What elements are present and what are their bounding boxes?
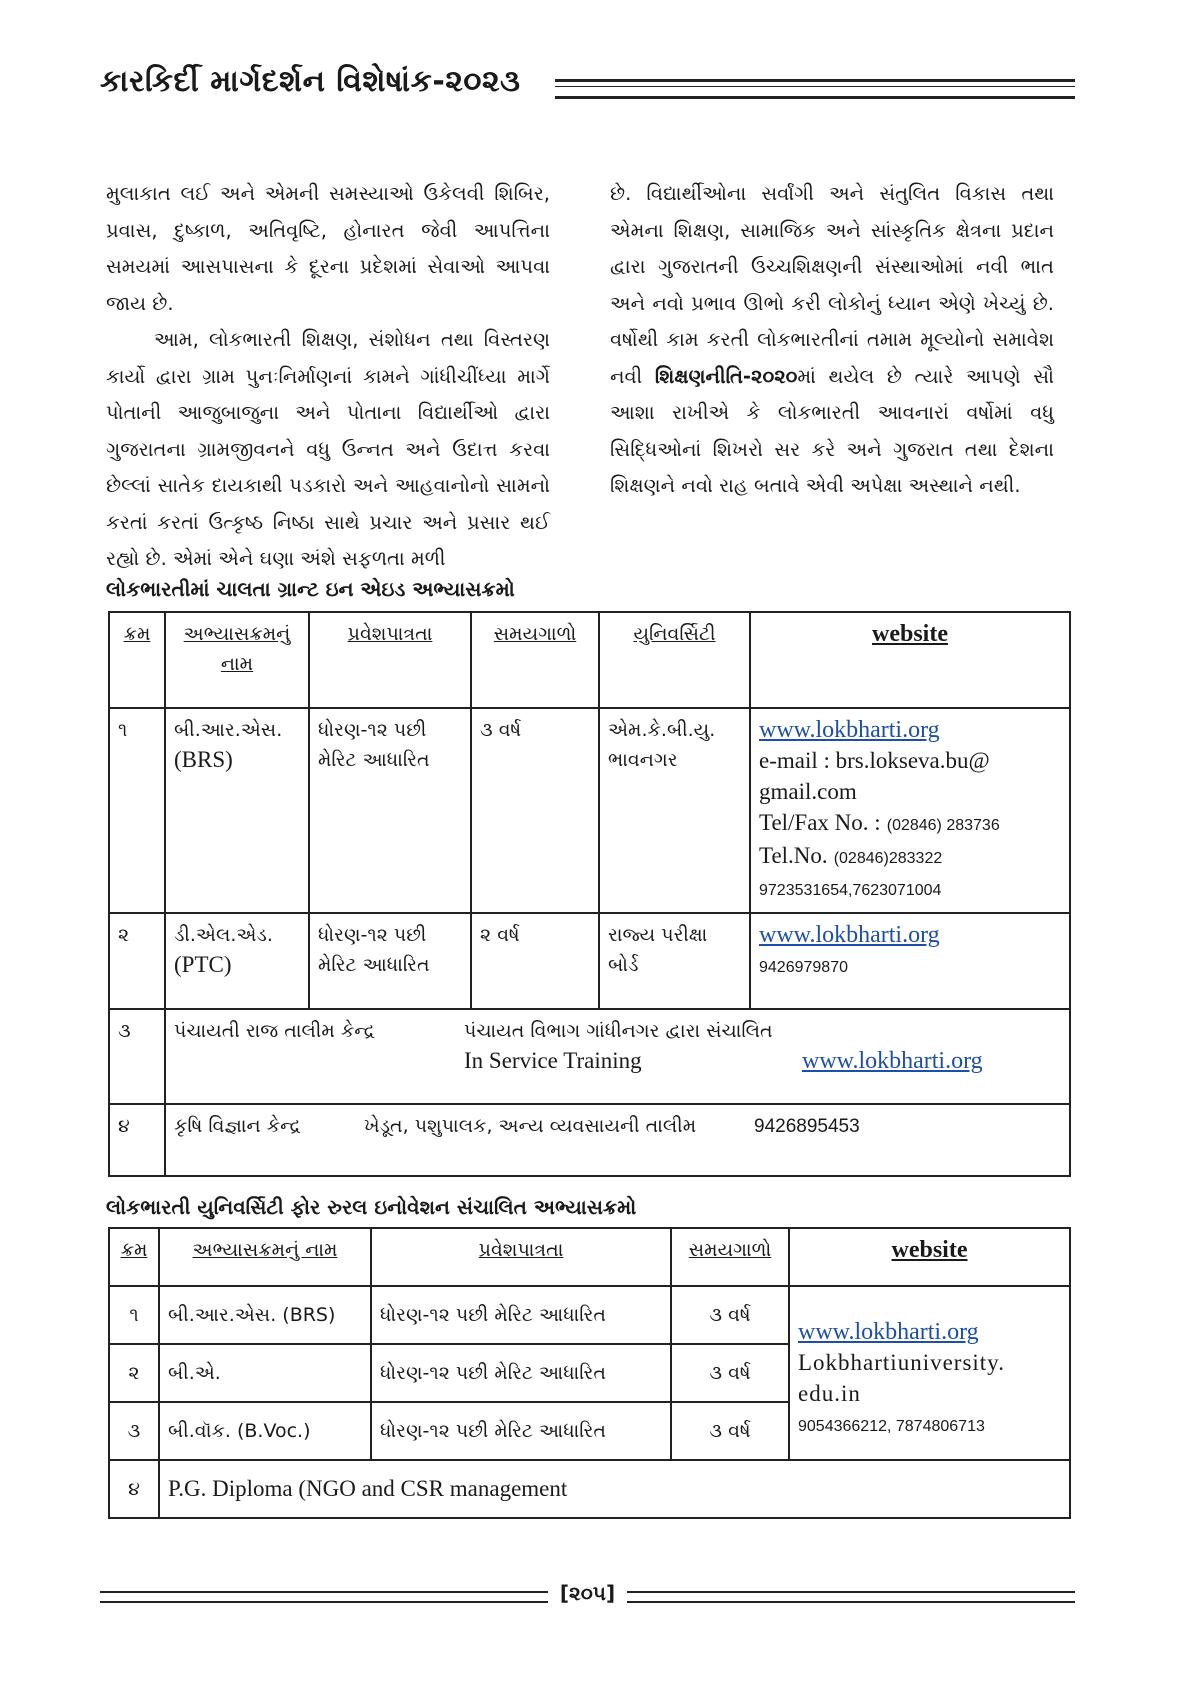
table-header-row bbox=[109, 612, 1070, 708]
col-header-eligibility: પ્રવેશપાત્રતા bbox=[371, 1228, 671, 1286]
tel-number: (02846)283322 bbox=[833, 850, 943, 867]
cell-name: બી.આર.એસ. (BRS) bbox=[159, 1286, 371, 1344]
tel-fax-label: Tel/Fax No. : bbox=[759, 810, 881, 835]
col-header-university: યુનિવર્સિટી bbox=[599, 612, 750, 708]
table1-title: લોકભારતીમાં ચાલતા ગ્રાન્ટ ઇન એઇડ અભ્યાસક્રમો bbox=[106, 577, 515, 601]
article-left-column bbox=[106, 176, 550, 578]
tel-fax-number: (02846) 283736 bbox=[886, 817, 1000, 834]
training-type: In Service Training bbox=[464, 1048, 642, 1073]
university-site: Lokbhartiuniversity. edu.in bbox=[798, 1350, 1005, 1406]
phone-numbers: 9054366212, 7874806713 bbox=[798, 1418, 985, 1435]
website-link[interactable]: www.lokbharti.org bbox=[798, 1319, 979, 1345]
cell-university: એમ.કે.બી.યુ. ભાવનગર bbox=[599, 708, 750, 913]
course-name: ડી.એલ.એડ. bbox=[174, 924, 273, 946]
page-footer bbox=[100, 1581, 1075, 1615]
cell-duration: ૩ વર્ષ bbox=[671, 1286, 789, 1344]
col-header-website: website bbox=[789, 1228, 1070, 1286]
cell-eligibility: ધોરણ-૧૨ પછી મેરિટ આધારિત bbox=[371, 1286, 671, 1344]
cell-name bbox=[165, 708, 309, 913]
cell-num: ૩ bbox=[109, 1402, 159, 1460]
cell-num: ૨ bbox=[109, 1344, 159, 1402]
cell-num: ૧ bbox=[109, 708, 165, 913]
mobile-numbers: 9723531654,7623071004 bbox=[759, 882, 942, 899]
col-header-name: અભ્યાસક્રમનું નામ bbox=[159, 1228, 371, 1286]
website-link[interactable]: www.lokbharti.org bbox=[759, 922, 940, 948]
cell-name: બી.એ. bbox=[159, 1344, 371, 1402]
article-paragraph bbox=[610, 176, 1054, 505]
col-header-eligibility: પ્રવેશપાત્રતા bbox=[309, 612, 471, 708]
cell-merged bbox=[165, 1009, 1070, 1104]
table-row bbox=[109, 1009, 1070, 1104]
cell-eligibility: ધોરણ-૧૨ પછી મેરિટ આધારિત bbox=[371, 1402, 671, 1460]
tel-label: Tel.No. bbox=[759, 843, 828, 868]
col-header-name: અભ્યાસક્રમનું નામ bbox=[165, 612, 309, 708]
cell-num: ૪ bbox=[109, 1104, 165, 1176]
article-text: છે. વિદ્યાર્થીઓના સર્વાંગી અને સંતુલિત વિકાસ તથા એમના શિક્ષણ, સામાજિક અને સાંસ્કૃતિક ક્ષેત્રના પ્રદાન દ્વારા ગુજરાતની ઉચ્ચશિક્ષણની સંસ્થાઓમાં નવી ભાત અને નવો પ્રભાવ ઊભો કરી લોકોનું ધ્યાન એણે ખેચ્યું છે. વર્ષોથી કામ કરતી લોકભારતીનાં તમામ મૂલ્યોનો સમાવેશ નવી bbox=[610, 182, 1054, 388]
table-row bbox=[109, 708, 1070, 913]
article-right-column bbox=[610, 176, 1054, 505]
cell-duration: ૩ વર્ષ bbox=[471, 708, 599, 913]
page-number: [૨૦૫] bbox=[559, 1581, 616, 1605]
center-desc: ખેડૂત, પશુપાલક, અન્ય વ્યવસાયની તાલીમ bbox=[364, 1115, 697, 1137]
cell-num: ૧ bbox=[109, 1286, 159, 1344]
course-name-en: (BRS) bbox=[174, 747, 233, 772]
col-header-duration: સમયગાળો bbox=[671, 1228, 789, 1286]
table-header-row bbox=[109, 1228, 1070, 1286]
footer-rule bbox=[627, 1591, 1075, 1603]
cell-eligibility: ધોરણ-૧૨ પછી મેરિટ આધારિત bbox=[309, 708, 471, 913]
course-name-en: (PTC) bbox=[174, 952, 232, 977]
table2-title: લોકભારતી યુનિવર્સિટી ફોર રુરલ ઇનોવેશન સંચાલિત અભ્યાસક્રમો bbox=[106, 1195, 637, 1219]
course-name: બી.આર.એસ. bbox=[174, 719, 283, 741]
cell-name bbox=[165, 913, 309, 1009]
center-name: કૃષિ વિજ્ઞાન કેન્દ્ર bbox=[174, 1115, 301, 1137]
mobile-number: 9426979870 bbox=[759, 959, 848, 976]
table-row bbox=[109, 1460, 1070, 1518]
grant-courses-table bbox=[108, 611, 1071, 1177]
table-row bbox=[109, 1104, 1070, 1176]
col-header-duration: સમયગાળો bbox=[471, 612, 599, 708]
table-row bbox=[109, 913, 1070, 1009]
cell-website bbox=[789, 1286, 1070, 1460]
website-link[interactable]: www.lokbharti.org bbox=[802, 1048, 983, 1074]
table-row bbox=[109, 1286, 1070, 1344]
cell-merged: P.G. Diploma (NGO and CSR management bbox=[159, 1460, 1070, 1518]
article-paragraph: મુલાકાત લઈ અને એમની સમસ્યાઓ ઉકેલવી શિબિર, પ્રવાસ, દુષ્કાળ, અતિવૃષ્ટિ, હોનારત જેવી આપત્તિના સમયમાં આસપાસના કે દૂરના પ્રદેશમાં સેવાઓ આપવા જાય છે. bbox=[106, 182, 550, 315]
university-courses-table bbox=[108, 1227, 1071, 1519]
article-paragraph: આમ, લોકભારતી શિક્ષણ, સંશોધન તથા વિસ્તરણ કાર્યો દ્વારા ગ્રામ પુનઃનિર્માણનાં કામને ગાંધીચીંધ્યા માર્ગે પોતાની આજુબાજુના અને પોતાના વિદ્યાર્થીઓ દ્વારા ગુજરાતના ગ્રામજીવનને વધુ ઉન્નત અને ઉદાત્ત કરવા છેલ્લાં સાતેક દાયકાથી પડકારો અને આહવાનોનો સામનો કરતાં કરતાં ઉત્કૃષ્ઠ નિષ્ઠા સાથે પ્રચાર અને પ્રસાર થઈ રહ્યો છે. એમાં એને ઘણા અંશે સફળતા મળી bbox=[106, 328, 550, 570]
website-link[interactable]: www.lokbharti.org bbox=[759, 717, 940, 743]
cell-num: ૨ bbox=[109, 913, 165, 1009]
cell-eligibility: ધોરણ-૧૨ પછી મેરિટ આધારિત bbox=[309, 913, 471, 1009]
cell-num: ૩ bbox=[109, 1009, 165, 1104]
center-desc: પંચાયત વિભાગ ગાંધીનગર દ્વારા સંચાલિત bbox=[464, 1020, 773, 1042]
cell-name: બી.વૉક. (B.Voc.) bbox=[159, 1402, 371, 1460]
cell-university: રાજ્ય પરીક્ષા બોર્ડ bbox=[599, 913, 750, 1009]
phone-number: 9426895453 bbox=[754, 1116, 860, 1137]
center-name: પંચાયતી રાજ તાલીમ કેન્દ્ર bbox=[174, 1020, 375, 1042]
col-header-website: website bbox=[750, 612, 1070, 708]
email-text: e-mail : brs.lokseva.bu@ gmail.com bbox=[759, 748, 990, 804]
header-rule bbox=[555, 79, 1075, 99]
cell-website bbox=[750, 708, 1070, 913]
col-header-num: ક્રમ bbox=[109, 612, 165, 708]
cell-duration: ૩ વર્ષ bbox=[671, 1344, 789, 1402]
header-title: કારકિર્દી માર્ગદર્શન વિશેષાંક-૨૦૨૩ bbox=[100, 64, 521, 99]
cell-duration: ૩ વર્ષ bbox=[671, 1402, 789, 1460]
footer-rule bbox=[100, 1591, 548, 1603]
cell-num: ૪ bbox=[109, 1460, 159, 1518]
article-text: માં થયેલ છે ત્યારે આપણે સૌ આશા રાખીએ કે લોકભારતી આવનારાં વર્ષોમાં વધુ સિદ્ધિઓનાં શિખરો સર કરે અને ગુજરાત તથા દેશના શિક્ષણને નવો રાહ બતાવે એવી અપેક્ષા અસ્થાને નથી. bbox=[610, 364, 1055, 497]
page-header bbox=[100, 62, 1075, 112]
col-header-num: ક્રમ bbox=[109, 1228, 159, 1286]
cell-duration: ૨ વર્ષ bbox=[471, 913, 599, 1009]
cell-website bbox=[750, 913, 1070, 1009]
cell-eligibility: ધોરણ-૧૨ પછી મેરિટ આધારિત bbox=[371, 1344, 671, 1402]
cell-merged bbox=[165, 1104, 1070, 1176]
article-bold-text: શિક્ષણનીતિ-૨૦૨૦ bbox=[654, 364, 798, 388]
